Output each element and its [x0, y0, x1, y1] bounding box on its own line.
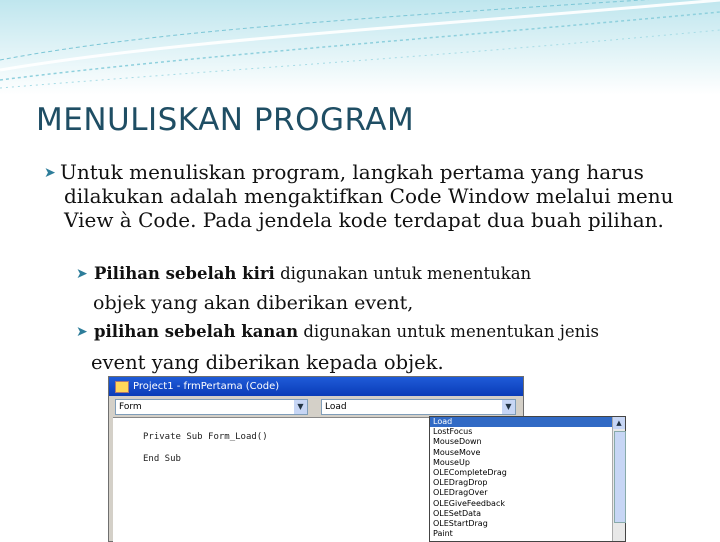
event-list-scrollbar[interactable] — [612, 417, 625, 541]
bullet-left-strong: Pilihan sebelah kiri — [94, 264, 275, 283]
bullet-right-rest: digunakan untuk menentukan jenis — [298, 322, 599, 341]
event-list-item[interactable]: Load — [430, 417, 625, 427]
code-window-title: Project1 - frmPertama (Code) — [133, 381, 280, 392]
object-combo-value: Form — [119, 402, 142, 412]
arrow-bullet-icon: ➤ — [76, 266, 88, 282]
scroll-thumb[interactable] — [614, 431, 626, 523]
main-bullet-text: Untuk menuliskan program, langkah pertama yang harus dilakukan adalah mengaktifkan Code Window melalui menu View à Code. Pada jendela kode terdapat dua buah pilihan. — [60, 160, 674, 232]
event-list-item[interactable]: OLEGiveFeedback — [433, 498, 505, 508]
decorative-banner — [0, 0, 720, 95]
sub-bullet-right — [76, 322, 599, 342]
event-list-item[interactable]: OLEDragOver — [433, 488, 488, 498]
bullet-left-rest: digunakan untuk menentukan — [274, 264, 532, 283]
event-list-item[interactable]: LostFocus — [433, 427, 473, 437]
bullet-left-continuation: objek yang akan diberikan event, — [93, 292, 414, 314]
event-list-item[interactable]: MouseDown — [433, 437, 482, 447]
event-list-item[interactable]: OLESetData — [433, 508, 482, 518]
event-list-item[interactable]: OLECompleteDrag — [433, 467, 507, 477]
arrow-bullet-icon: ➤ — [44, 165, 56, 181]
event-list-item[interactable]: OLEStartDrag — [433, 518, 488, 528]
chevron-down-icon[interactable]: ▼ — [294, 400, 307, 414]
event-list-item[interactable]: MouseMove — [433, 447, 481, 457]
code-line: Private Sub Form_Load() — [143, 432, 268, 442]
bullet-right-strong: pilihan sebelah kanan — [94, 322, 299, 341]
event-items — [430, 417, 625, 539]
object-combo[interactable] — [115, 399, 308, 415]
code-window-screenshot — [108, 376, 622, 542]
event-list-item[interactable]: MouseUp — [433, 457, 470, 467]
procedure-combo-value: Load — [325, 402, 347, 412]
code-line: End Sub — [143, 454, 181, 464]
arrow-bullet-icon: ➤ — [76, 324, 88, 340]
project-icon — [115, 381, 129, 393]
event-list-item[interactable]: Paint — [433, 529, 453, 539]
event-list-item[interactable]: OLEDragDrop — [433, 478, 488, 488]
chevron-down-icon[interactable]: ▼ — [502, 400, 515, 414]
page-title: MENULISKAN PROGRAM — [36, 102, 415, 138]
event-dropdown-list[interactable] — [429, 416, 626, 542]
sub-bullet-left — [76, 264, 531, 284]
scroll-up-icon[interactable]: ▲ — [613, 417, 625, 429]
main-bullet — [44, 160, 684, 232]
bullet-right-continuation: event yang diberikan kepada objek. — [91, 351, 444, 374]
procedure-combo[interactable] — [321, 399, 516, 415]
code-window-titlebar — [109, 377, 523, 396]
